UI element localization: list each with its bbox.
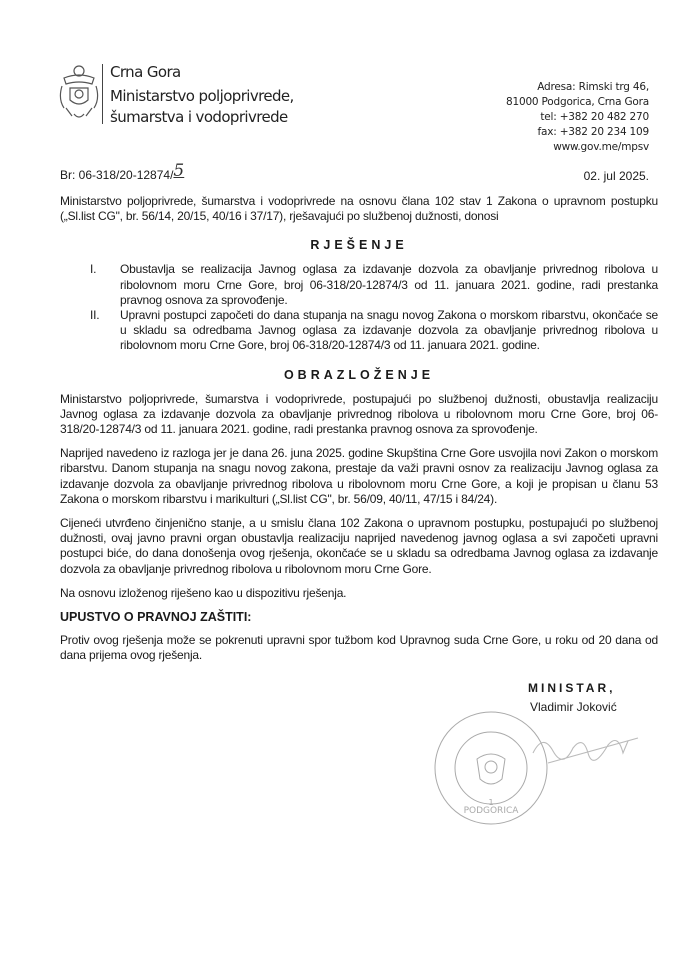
document-body <box>60 194 658 817</box>
header-divider <box>102 64 103 124</box>
signature-block <box>463 681 658 817</box>
svg-text:PODGORICA: PODGORICA <box>463 806 519 817</box>
reasoning-paragraph: Naprijed navedeno iz razloga jer je dana 26. juna 2025. godine Skupština Crne Gore usvojila novi Zakon o morskom ribarstvu. Danom stupanja na snagu novog zakona, prestaje da važi pravni osnov za realizaciju Javnog oglasa za izdavanje dozvola za obavljanje privrednog ribolova u ribolovnom moru Crne Gore, a koji je propisan u članu 53 Zakona o morskom ribarstvu i marikulturi („Sl.list CG", br. 56/09, 40/11, 47/15 i 84/24). <box>60 446 658 506</box>
handwritten-number: 5 <box>173 161 185 181</box>
reference-number-text: Br: 06-318/20-12874/ <box>60 168 174 182</box>
item-text: Upravni postupci započeti do dana stupanja na snagu novog Zakona o morskom ribarstvu, okončaće se u skladu sa odredbama Javnog oglasa za izdavanje dozvola za obavljanje privrednog ribolova u ribolovnom moru Crne Gore, broj 06-318/20-12874/3 od 11. januara 2021. godine. <box>120 308 658 353</box>
coat-of-arms-icon <box>58 64 100 122</box>
website: www.gov.me/mpsv <box>553 141 649 153</box>
contact-block <box>506 80 649 155</box>
decision-item <box>90 262 658 308</box>
phone: tel: +382 20 482 270 <box>540 111 649 123</box>
signatory-title: MINISTAR, <box>528 681 616 696</box>
city-line: 81000 Podgorica, Crna Gora <box>506 96 649 108</box>
intro-paragraph: Ministarstvo poljoprivrede, šumarstva i vodoprivrede na osnovu člana 102 stav 1 Zakona o upravnom postupku („Sl.list CG", br. 56/14, 20/15, 40/16 i 37/17), rješavajući po službenoj dužnosti, donosi <box>60 194 658 224</box>
letterhead-ministry <box>110 62 294 128</box>
legal-remedy-title: UPUSTVO O PRAVNOJ ZAŠTITI: <box>60 610 252 625</box>
address-line: Adresa: Rimski trg 46, <box>537 81 649 93</box>
decision-title: RJEŠENJE <box>310 238 408 253</box>
fax: fax: +382 20 234 109 <box>537 126 649 138</box>
item-text: Obustavlja se realizacija Javnog oglasa za izdavanje dozvola za obavljanje privrednog ribolova u ribolovnom moru Crne Gore, broj 06-318/20-12874/3 od 11. januara 2021. godine, radi prestanka pravnog osnova za sprovođenje. <box>120 262 658 307</box>
reasoning-paragraph: Cijeneći utvrđeno činjenično stanje, a u smislu člana 102 Zakona o upravnom postupku, postupajući po službenoj dužnosti, ovaj javno pravni organ obustavlja realizaciju naprijed navedenog javnog oglasa a svi započeti upravni postupci biće, do dana donošenja ovog rješenja, okončaće se u skladu sa odredbama Javnog oglasa za izdavanje dozvola za obavljanje privrednog ribolova u ribolovnom moru Crne Gore. <box>60 516 658 576</box>
ministry-name-line2: šumarstva i vodoprivrede <box>110 108 288 126</box>
handwritten-signature <box>528 723 648 773</box>
country-name: Crna Gora <box>110 63 181 81</box>
decision-item <box>90 308 658 354</box>
signatory-name: Vladimir Joković <box>530 700 617 715</box>
reference-number <box>60 161 185 184</box>
reasoning-title: OBRAZLOŽENJE <box>283 367 435 382</box>
item-number: I. <box>90 262 97 277</box>
reasoning-paragraph: Ministarstvo poljoprivrede, šumarstva i vodoprivrede, postupajući po službenoj dužnosti, obustavlja realizaciju Javnog oglasa za izdavanje dozvola za obavljanje privrednog ribolova u ribolovnom moru Crne Gore, broj 06-318/20-12874/3 od 11. januara 2021. godine, radi prestanka pravnog osnova za sprovođenje. <box>60 391 658 437</box>
stamp-number: 1 <box>488 798 494 808</box>
item-number: II. <box>90 308 100 323</box>
reasoning-conclusion: Na osnovu izloženog riješeno kao u dispozitivu rješenja. <box>60 585 347 600</box>
document-date: 02. jul 2025. <box>583 169 649 183</box>
legal-remedy-text: Protiv ovog rješenja može se pokrenuti upravni spor tužbom kod Upravnog suda Crne Gore, u roku od 20 dana od dana prijema ovog rješenja. <box>60 633 658 663</box>
ministry-name-line1: Ministarstvo poljoprivrede, <box>110 87 294 105</box>
